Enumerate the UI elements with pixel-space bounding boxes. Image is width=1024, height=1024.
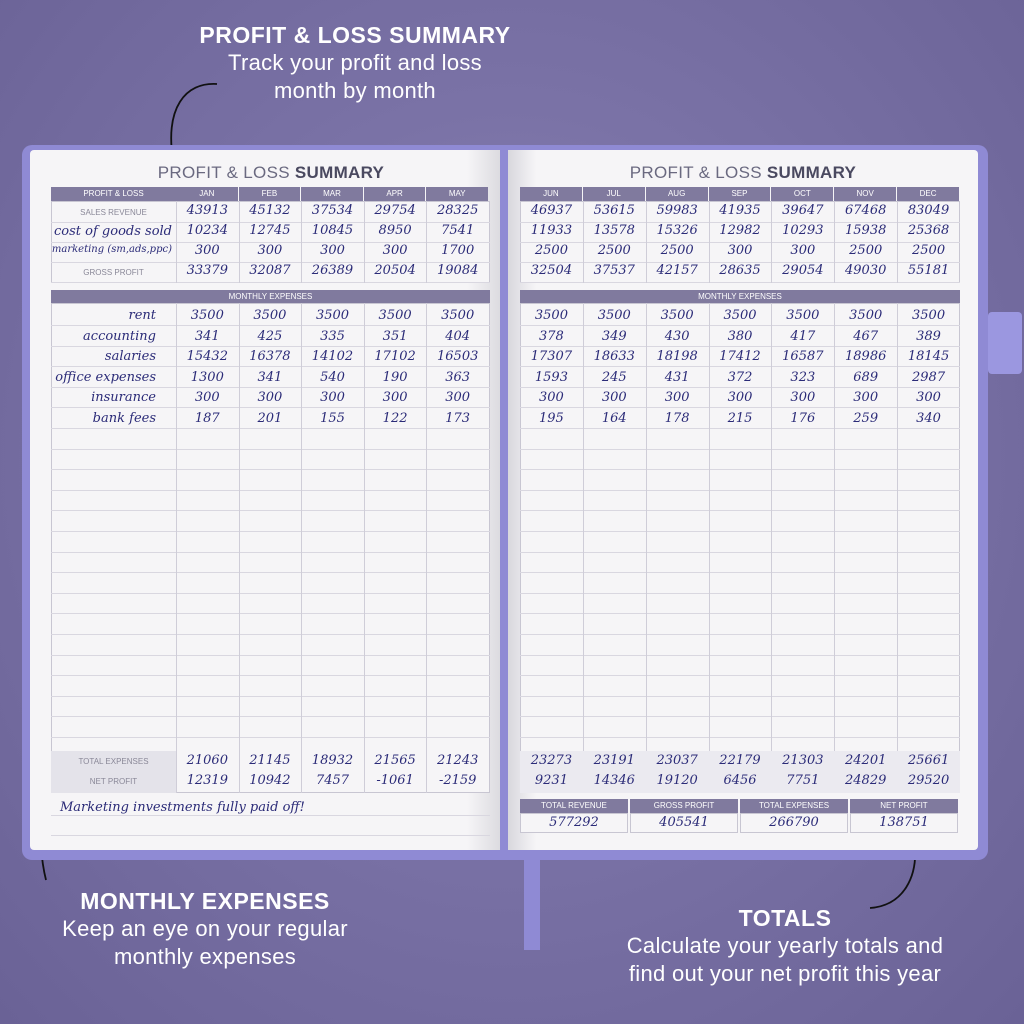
pr-cell-value: 11933 [530, 223, 573, 238]
pl-expense-value: 15432 [186, 349, 228, 365]
pl-exp-line [51, 696, 490, 697]
pr-cell-value: 25368 [907, 223, 950, 238]
pr-cell-value: 32504 [530, 263, 573, 278]
left-title-bold: SUMMARY [294, 163, 385, 182]
pl-exp-line [51, 490, 490, 491]
callout-bottom-right-line1: Calculate your yearly totals and [626, 933, 944, 958]
pr-cell-value: 41935 [719, 203, 761, 218]
pr-net-profit-value: 19120 [656, 773, 698, 788]
pl-expense-value: 3500 [315, 308, 350, 323]
pr-expense-value: 18633 [593, 349, 635, 365]
pl-expense-value: 187 [194, 411, 220, 426]
pl-cell-value: 7541 [441, 223, 475, 238]
pl-net-profit-value: -2159 [438, 773, 477, 788]
pl-month-jan: JAN [176, 187, 238, 201]
pl-exp-line [51, 716, 490, 717]
pl-net-profit-value: 7457 [315, 773, 350, 788]
pr-cell-value: 37537 [593, 263, 635, 278]
pr-expense-value: 195 [539, 411, 564, 426]
pl-row-label: SALES REVENUE [80, 208, 147, 217]
pl-expense-label: office expenses [55, 369, 156, 385]
pr-exp-line [520, 490, 960, 491]
pl-exp-line [51, 634, 490, 635]
pr-totals-value: 405541 [659, 815, 709, 830]
pr-exp-line [520, 634, 960, 635]
pr-expense-value: 259 [853, 411, 879, 426]
callout-bottom-left-line2: monthly expenses [113, 944, 297, 969]
pl-cell-value: 29754 [374, 203, 416, 218]
pl-total-expense-value: 21060 [186, 753, 228, 768]
pl-cell-value: 10234 [186, 223, 228, 238]
pr-expense-value: 417 [790, 328, 816, 344]
pl-expense-value: 1300 [190, 369, 224, 385]
pl-exp-line [51, 655, 490, 656]
pl-cell-value: 8950 [378, 223, 412, 238]
pr-expense-value: 18986 [845, 349, 887, 365]
pl-cell-value: 33379 [186, 263, 228, 278]
pr-expense-value: 431 [664, 369, 690, 385]
pr-month-oct: OCT [771, 187, 833, 201]
pl-cell-value: 32087 [249, 263, 291, 278]
pl-cell-value: 300 [194, 243, 220, 258]
pr-exp-line [520, 552, 960, 553]
pl-cell-value: 20504 [374, 263, 416, 278]
pl-month-may: MAY [426, 187, 488, 201]
pr-cell-value: 2500 [912, 243, 946, 258]
pr-cell-value: 13578 [593, 223, 635, 238]
pr-expense-value: 3500 [849, 308, 883, 323]
pr-expense-value: 3500 [786, 308, 820, 323]
pl-cell-value: 300 [382, 243, 408, 258]
pr-row-line [520, 282, 960, 283]
pl-exp-line [51, 531, 490, 532]
pr-cell-value: 300 [727, 243, 753, 258]
pl-note: Marketing investments fully paid off! [60, 800, 305, 815]
pr-expense-value: 3500 [534, 308, 568, 323]
pl-month-feb: FEB [239, 187, 301, 201]
pl-exp-line [51, 407, 490, 408]
pr-exp-line [520, 613, 960, 614]
pl-total-expense-value: 21145 [249, 753, 291, 768]
pr-total-expense-value: 23037 [656, 753, 698, 768]
pr-cell-value: 49030 [845, 263, 887, 278]
pl-cell-value: 10845 [311, 223, 354, 238]
pr-total-expense-value: 23273 [530, 753, 573, 768]
pl-expense-value: 155 [320, 411, 345, 426]
pr-month-jul: JUL [583, 187, 645, 201]
pr-exp-line [520, 593, 960, 594]
pr-expense-value: 689 [853, 369, 879, 385]
pl-expense-value: 17102 [374, 349, 416, 365]
pr-expense-value: 17412 [719, 349, 761, 365]
pr-month-sep: SEP [709, 187, 771, 201]
pr-expense-value: 164 [601, 411, 627, 426]
pr-totals-header: TOTAL EXPENSES [740, 799, 848, 813]
pr-expense-value: 17307 [530, 349, 573, 365]
pr-total-expense-value: 24201 [845, 753, 887, 768]
pr-cell-value: 29054 [782, 263, 824, 278]
pr-net-profit-value: 7751 [786, 773, 820, 788]
pl-note-line [51, 835, 490, 836]
pr-expense-value: 300 [664, 390, 690, 406]
pl-expense-value: 425 [257, 328, 283, 344]
pl-exp-line [51, 366, 490, 367]
pr-month-aug: AUG [646, 187, 708, 201]
pl-month-mar: MAR [301, 187, 363, 201]
pr-cell-value: 59983 [656, 203, 698, 218]
pl-net-profit-label: NET PROFIT [89, 777, 138, 786]
pl-exp-line [51, 572, 490, 573]
pr-cell-value: 53615 [593, 203, 635, 218]
pl-exp-line [51, 593, 490, 594]
callout-top-heading: PROFIT & LOSS SUMMARY [199, 22, 511, 48]
pl-expense-value: 300 [320, 390, 345, 406]
pr-net-profit-value: 6456 [723, 773, 757, 788]
pl-exp-line [51, 510, 490, 511]
pr-cell-value: 55181 [907, 263, 950, 278]
pl-net-profit-value: -1061 [376, 773, 414, 788]
pr-exp-line [520, 531, 960, 532]
pl-expense-value: 122 [382, 411, 408, 426]
left-page-title [36, 163, 506, 183]
pl-exp-line [51, 387, 490, 388]
pl-cell-value: 12745 [249, 223, 291, 238]
pl-row-line [51, 282, 490, 283]
pr-expense-value: 245 [601, 369, 627, 385]
pl-expense-value: 3500 [378, 308, 412, 323]
pl-exp-line [51, 675, 490, 676]
pr-cell-value: 67468 [845, 203, 887, 218]
pr-exp-line [520, 346, 960, 347]
pr-expense-value: 178 [664, 411, 690, 426]
pl-expense-value: 16503 [437, 349, 479, 365]
pr-expense-value: 3500 [597, 308, 631, 323]
pl-exp-line [51, 449, 490, 450]
pr-cell-value: 10293 [782, 223, 824, 238]
pr-cell-value: 15326 [656, 223, 698, 238]
pl-expense-value: 363 [445, 369, 471, 385]
pr-totals-header: TOTAL REVENUE [520, 799, 628, 813]
pl-row-label-handwritten: cost of goods sold [54, 224, 172, 239]
pl-cell-value: 45132 [249, 203, 291, 218]
pl-expense-value: 173 [445, 411, 471, 426]
pl-expense-value: 300 [445, 390, 471, 406]
pl-note-line [51, 815, 490, 816]
pr-exp-line [520, 675, 960, 676]
callout-bottom-left-heading: MONTHLY EXPENSES [80, 888, 330, 914]
pr-exp-line [520, 716, 960, 717]
pr-exp-line [520, 387, 960, 388]
bookmark-ribbon [524, 848, 540, 950]
pl-expense-label: accounting [83, 328, 156, 344]
pl-expense-value: 300 [382, 390, 408, 406]
pr-expense-value: 300 [916, 390, 941, 406]
pl-expense-label: rent [128, 308, 156, 323]
callout-bottom-right-heading: TOTALS [738, 905, 832, 931]
pl-expense-value: 300 [194, 390, 220, 406]
pl-exp-line [51, 469, 490, 470]
pr-expense-value: 300 [727, 390, 753, 406]
pl-expense-value: 3500 [441, 308, 475, 323]
pr-expense-value: 467 [853, 328, 879, 344]
pr-cell-value: 46937 [530, 203, 573, 218]
pr-totals-value: 266790 [769, 815, 819, 830]
pr-net-profit-value: 29520 [907, 773, 950, 788]
pl-total-expense-value: 21565 [374, 753, 416, 768]
pl-cell-value: 300 [320, 243, 345, 258]
pr-expense-value: 2987 [912, 369, 946, 385]
pr-exp-line [520, 366, 960, 367]
callout-top-line2: month by month [274, 78, 436, 103]
right-page-title [508, 163, 978, 183]
pl-row-label: GROSS PROFIT [83, 268, 144, 277]
pr-exp-line [520, 737, 960, 738]
pr-cell-value: 15938 [845, 223, 887, 238]
pl-cell-value: 28325 [437, 203, 479, 218]
pl-cell-value: 1700 [441, 243, 475, 258]
pr-exp-line [520, 449, 960, 450]
pr-expense-value: 176 [790, 411, 816, 426]
pr-expense-value: 3500 [912, 308, 946, 323]
pl-expense-value: 14102 [311, 349, 354, 365]
callout-bottom-left [20, 888, 390, 971]
pr-exp-line [520, 572, 960, 573]
pr-month-nov: NOV [834, 187, 896, 201]
pr-cell-value: 2500 [597, 243, 631, 258]
pr-total-expense-value: 25661 [907, 753, 950, 768]
pl-header-label: PROFIT & LOSS [51, 187, 176, 201]
pr-exp-line [520, 469, 960, 470]
pr-cell-value: 300 [790, 243, 816, 258]
pr-expense-value: 349 [601, 328, 627, 344]
pr-expense-value: 300 [853, 390, 879, 406]
right-title-light: PROFIT & LOSS [629, 163, 767, 182]
pl-expense-value: 3500 [253, 308, 287, 323]
pl-expense-value: 190 [382, 369, 408, 385]
pl-net-profit-value: 12319 [186, 773, 228, 788]
pr-cell-value: 12982 [719, 223, 761, 238]
pr-expense-value: 18198 [656, 349, 698, 365]
pl-exp-line [51, 552, 490, 553]
pr-expense-value: 3500 [723, 308, 757, 323]
pr-month-jun: JUN [520, 187, 582, 201]
pl-exp-line [51, 737, 490, 738]
pl-exp-line [51, 325, 490, 326]
callout-bottom-left-line1: Keep an eye on your regular [62, 916, 348, 941]
callout-top-line1: Track your profit and loss [228, 50, 482, 75]
pr-exp-line [520, 696, 960, 697]
pr-exp-line [520, 655, 960, 656]
pr-expense-value: 340 [916, 411, 941, 426]
pl-total-expense-value: 18932 [311, 753, 354, 768]
pr-cell-value: 2500 [660, 243, 694, 258]
pr-exp-line [520, 428, 960, 429]
pr-net-profit-value: 14346 [593, 773, 635, 788]
pl-total-expenses-label: TOTAL EXPENSES [78, 757, 149, 766]
pl-expense-value: 16378 [249, 349, 291, 365]
pr-exp-line [520, 407, 960, 408]
pr-net-profit-value: 9231 [534, 773, 568, 788]
pr-expenses-title: MONTHLY EXPENSES [520, 290, 960, 303]
pr-total-expense-value: 23191 [593, 753, 635, 768]
pr-expense-value: 372 [727, 369, 753, 385]
pl-expense-value: 540 [320, 369, 345, 385]
pl-expense-value: 3500 [190, 308, 224, 323]
pr-expense-value: 378 [539, 328, 564, 344]
pr-expense-value: 300 [790, 390, 816, 406]
pl-cell-value: 37534 [311, 203, 354, 218]
pr-expense-value: 215 [727, 411, 753, 426]
pr-expense-value: 16587 [782, 349, 824, 365]
pl-cell-value: 300 [257, 243, 283, 258]
pr-total-expense-value: 21303 [782, 753, 824, 768]
pr-exp-line [520, 325, 960, 326]
pl-total-expense-value: 21243 [437, 753, 479, 768]
pr-expense-value: 300 [601, 390, 627, 406]
pl-exp-line [51, 346, 490, 347]
pl-expense-value: 341 [194, 328, 220, 344]
pr-expense-value: 430 [664, 328, 690, 344]
callout-top [180, 22, 530, 105]
left-title-light: PROFIT & LOSS [157, 163, 295, 182]
pl-month-apr: APR [364, 187, 426, 201]
pr-totals-value: 577292 [549, 815, 599, 830]
pr-expense-value: 1593 [534, 369, 568, 385]
pl-expense-value: 201 [257, 411, 283, 426]
callout-bottom-right-line2: find out your net profit this year [628, 961, 942, 986]
pl-expense-label: insurance [91, 390, 156, 406]
pr-exp-line [520, 510, 960, 511]
pr-cell-value: 83049 [907, 203, 950, 218]
pr-cell-value: 2500 [849, 243, 883, 258]
pr-net-profit-value: 24829 [845, 773, 887, 788]
pr-expense-value: 380 [727, 328, 753, 344]
pl-cell-value: 43913 [186, 203, 228, 218]
right-title-bold: SUMMARY [766, 163, 857, 182]
pl-cell-value: 19084 [437, 263, 479, 278]
pr-expense-value: 323 [790, 369, 816, 385]
pl-expenses-title: MONTHLY EXPENSES [51, 290, 490, 303]
pr-total-expense-value: 22179 [719, 753, 761, 768]
pl-exp-line [51, 613, 490, 614]
pl-expense-value: 351 [382, 328, 408, 344]
pr-totals-header: NET PROFIT [850, 799, 958, 813]
pl-cell-value: 26389 [311, 263, 354, 278]
pl-expense-value: 341 [257, 369, 283, 385]
pl-exp-line [51, 428, 490, 429]
pr-expense-value: 3500 [660, 308, 694, 323]
pl-row-label-handwritten: marketing (sm,ads,ppc) [51, 244, 172, 255]
pr-cell-value: 42157 [656, 263, 698, 278]
pl-expense-label: salaries [104, 349, 156, 365]
pr-cell-value: 2500 [534, 243, 568, 258]
pr-expense-value: 300 [539, 390, 564, 406]
pl-expense-value: 404 [445, 328, 471, 344]
pr-totals-header: GROSS PROFIT [630, 799, 738, 813]
pr-expense-value: 389 [916, 328, 941, 344]
pl-expense-label: bank fees [92, 411, 156, 426]
pl-expense-value: 300 [257, 390, 283, 406]
pl-net-profit-value: 10942 [249, 773, 291, 788]
pr-expense-value: 18145 [907, 349, 950, 365]
pl-expense-value: 335 [320, 328, 345, 344]
pr-month-dec: DEC [897, 187, 959, 201]
pr-totals-value: 138751 [879, 815, 929, 830]
elastic-band [988, 312, 1022, 374]
pr-cell-value: 39647 [782, 203, 824, 218]
pr-cell-value: 28635 [719, 263, 761, 278]
